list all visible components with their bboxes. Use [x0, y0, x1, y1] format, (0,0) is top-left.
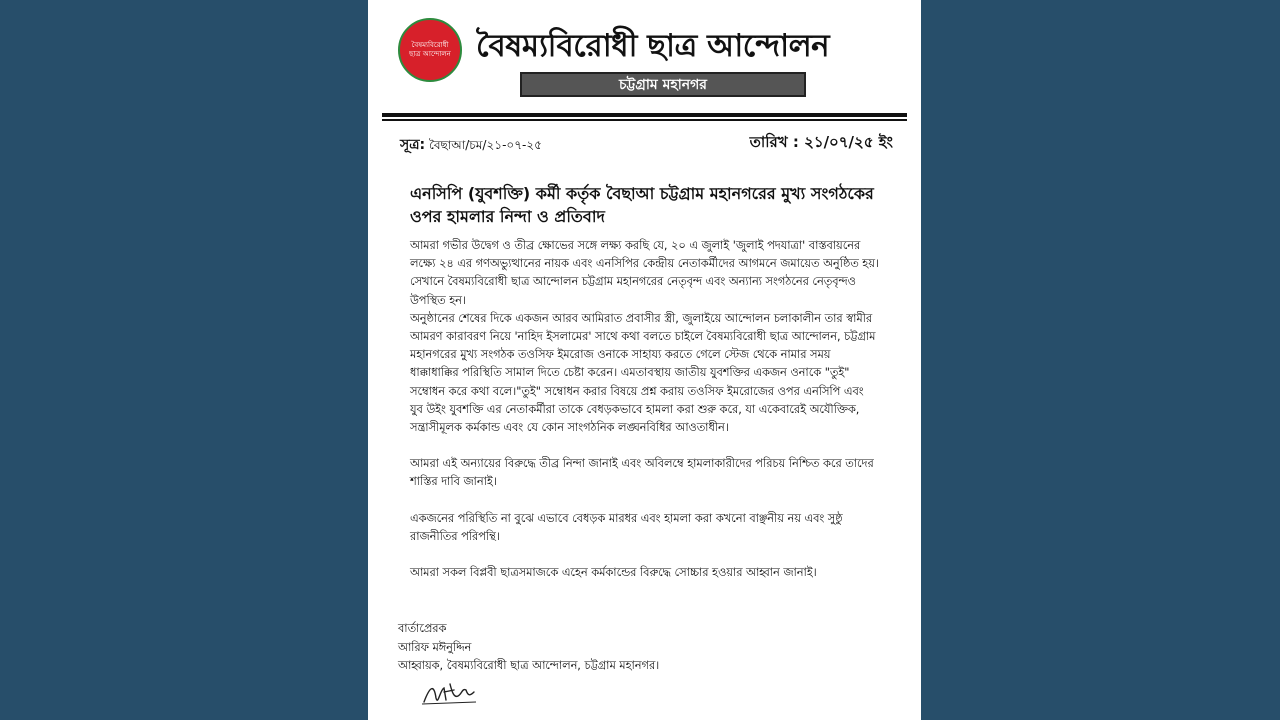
- handwritten-signature: [420, 676, 480, 710]
- reference-number: [400, 133, 542, 157]
- statement-body: [410, 237, 880, 582]
- date-label: তারিখ :: [749, 133, 799, 151]
- city-banner: [520, 72, 806, 97]
- org-logo: [398, 18, 462, 82]
- paragraph: আমরা গভীর উদ্বেগ ও তীব্র ক্ষোভের সঙ্গে লক্ষ্য করছি যে, ২০ এ জুলাই 'জুলাই পদযাত্রা' বাস্তবায়নের লক্ষ্যে ২৪ এর গণঅভ্যুত্থানের নায়ক এবং এনসিপির কেন্দ্রীয় নেতাকর্মীদের আগমনে জমায়েত অনুষ্ঠিত হয়। সেখানে বৈষম্যবিরোধী ছাত্র আন্দোলন চট্টগ্রাম মহানগরের নেতৃবৃন্দ এবং অন্যান্য সংগঠনের নেতৃবৃন্দও উপস্থিত হন।: [410, 239, 879, 307]
- sender-name: আরিফ মঈনুদ্দিন: [398, 640, 472, 654]
- sender-designation: আহ্বায়ক, বৈষম্যবিরোধী ছাত্র আন্দোলন, চট্টগ্রাম মহানগর।: [398, 659, 660, 672]
- press-release-page: [368, 0, 921, 720]
- org-title: বৈষম্যবিরোধী ছাত্র আন্দোলন: [476, 28, 830, 64]
- headline: এনসিপি (যুবশক্তি) কর্মী কর্তৃক বৈছাআ চট্টগ্রাম মহানগরের মুখ্য সংগঠকের ওপর হামলার নিন্দা ও প্রতিবাদ: [410, 184, 874, 226]
- paragraph: অনুষ্ঠানের শেষের দিকে একজন আরব আমিরাত প্রবাসীর স্ত্রী, জুলাইয়ে আন্দোলন চলাকালীন তার স্বামীর আমরণ কারাবরণ নিয়ে 'নাহিদ ইসলামের' সাথে কথা বলতে চাইলে বৈষম্যবিরোধী ছাত্র আন্দোলন, চট্টগ্রাম মহানগরের মুখ্য সংগঠক তওসিফ ইমরোজ ওনাকে সাহায্য করতে গেলে স্টেজ থেকে নামার সময় ধাক্কাধাক্কির পরিস্থিতি সামাল দিতে চেষ্টা করেন। এমতাবস্থায় জাতীয় যুবশক্তির একজন ওনাকে "তুই" সম্বোধন করে কথা বলে।"তুই" সম্বোধন করার বিষয়ে প্রশ্ন করায় তওসিফ ইমরোজের ওপর এনসিপি এবং যুব উইং যুবশক্তি এর নেতাকর্মীরা তাকে বেধড়কভাবে হামলা করা শুরু করে, যা একেবারেই অযৌক্তিক, সন্ত্রাসীমূলক কর্মকান্ড এবং যে কোন সাংগঠনিক লঙ্ঘনবিধির আওতাধীন।: [410, 311, 876, 435]
- logo-text-line-2: ছাত্র আন্দোলন: [409, 50, 451, 58]
- logo-text-line-1: বৈষম্যবিরোধী: [411, 41, 449, 49]
- reference-value: বৈছাআ/চম/২১-০৭-২৫: [428, 138, 542, 152]
- sender-label: বার্তাপ্রেরক: [398, 622, 447, 635]
- signoff-block: [398, 620, 878, 676]
- city-name: চট্টগ্রাম মহানগর: [619, 76, 707, 93]
- paragraph: একজনের পরিস্থিতি না বুঝে এভাবে বেধড়ক মারধর এবং হামলা করা কখনো বাঞ্ছনীয় নয় এবং সুষ্ঠু রাজনীতির পরিপন্থি।: [410, 511, 843, 543]
- paragraph: আমরা সকল বিপ্লবী ছাত্রসমাজকে এহেন কর্মকান্ডের বিরুদ্ধে সোচ্চার হওয়ার আহ্বান জানাই।: [410, 566, 817, 580]
- reference-label: সূত্র:: [400, 137, 426, 153]
- header-divider-thin: [382, 119, 907, 121]
- header-divider-thick: [382, 113, 907, 117]
- date-value: ২১/০৭/২৫ ইং: [804, 133, 893, 151]
- issue-date: [750, 131, 893, 156]
- paragraph: আমরা এই অন্যায়ের বিরুদ্ধে তীব্র নিন্দা জানাই এবং অবিলম্বে হামলাকারীদের পরিচয় নিশ্চিত করে তাদের শাস্তির দাবি জানাই।: [410, 457, 874, 489]
